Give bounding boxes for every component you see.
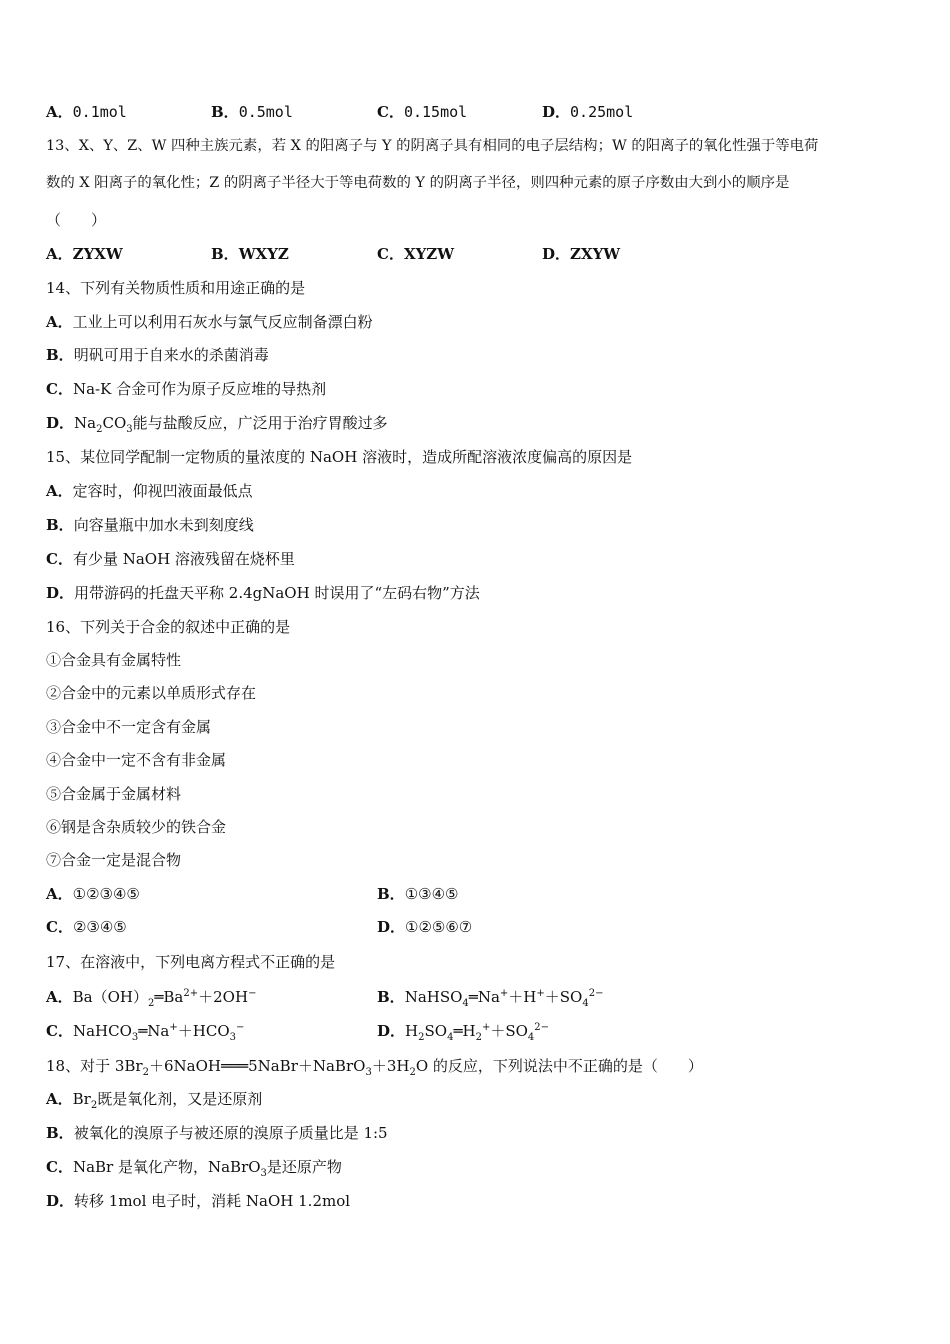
option-label: A．: [46, 482, 73, 500]
q18-option-b: [46, 1122, 388, 1144]
formula: ＋6NaOH: [148, 1057, 221, 1075]
formula: ═Na: [138, 1022, 170, 1040]
q17-stem: 17、在溶液中，下列电离方程式不正确的是: [46, 953, 336, 971]
superscript: +: [169, 1022, 178, 1033]
q13-option-a: [46, 243, 123, 265]
subscript: 2: [148, 998, 155, 1009]
option-label: B．: [211, 103, 239, 121]
subscript: 4: [462, 998, 469, 1009]
option-text: ZXYW: [570, 245, 621, 263]
subscript: 4: [582, 998, 589, 1009]
option-text: 0.15mol: [403, 103, 468, 121]
q15-stem: 15、某位同学配制一定物质的量浓度的 NaOH 溶液时，造成所配溶液浓度偏高的原因是: [46, 448, 633, 466]
q14-option-d: [46, 412, 388, 434]
formula: ＋2OH: [198, 988, 249, 1006]
subscript: 4: [447, 1032, 454, 1043]
formula: ═Na: [468, 988, 500, 1006]
q14-stem: 14、下列有关物质性质和用途正确的是: [46, 279, 306, 297]
equals-sign: ═══: [220, 1057, 249, 1075]
option-text: 用带游码的托盘天平称 2.4gNaOH 时误用了“左码右物”方法: [74, 584, 480, 602]
formula: H: [405, 1022, 419, 1040]
option-text: 向容量瓶中加水未到刻度线: [73, 516, 254, 534]
formula: ═Ba: [154, 988, 184, 1006]
q12-option-c: [377, 101, 467, 123]
superscript: +: [481, 1022, 491, 1033]
subscript: 3: [229, 1032, 236, 1043]
option-label: C．: [46, 1022, 73, 1040]
q13-stem-line-1: 13、X、Y、Z、W 四种主族元素，若 X 的阳离子与 Y 的阴离子具有相同的电子层结构；W 的阳离子的氧化性强于等电荷: [46, 138, 819, 154]
q16-option-b: [377, 883, 458, 905]
q13-option-b: [211, 243, 289, 265]
option-label: B．: [46, 346, 74, 364]
q16-statement-7: ⑦合金一定是混合物: [46, 851, 182, 869]
q16-statement-5: ⑤合金属于金属材料: [46, 785, 182, 803]
q13-option-d: [542, 243, 620, 265]
formula: SO: [424, 1022, 448, 1040]
superscript: 2−: [588, 988, 604, 999]
option-text: ①②⑤⑥⑦: [405, 918, 473, 936]
formula: ＋3H: [371, 1057, 410, 1075]
option-text: WXYZ: [238, 245, 289, 263]
q16-statement-1: ①合金具有金属特性: [46, 651, 182, 669]
option-text: 0.25mol: [570, 103, 634, 121]
formula: ═H: [453, 1022, 476, 1040]
q18-option-a: [46, 1088, 262, 1110]
option-text: NaBr 是氧化产物，NaBrO: [72, 1158, 261, 1176]
option-label: D．: [542, 103, 571, 121]
q12-option-d: [542, 101, 633, 123]
formula: ＋SO: [490, 1022, 528, 1040]
q14-option-a: [46, 311, 373, 333]
q17-option-c: [46, 1020, 244, 1042]
q15-option-c: [46, 548, 295, 570]
formula: ＋H: [508, 988, 537, 1006]
q13-option-c: [377, 243, 454, 265]
formula: Na: [74, 414, 97, 432]
option-text: 定容时，仰视凹液面最低点: [72, 482, 253, 500]
option-text: 有少量 NaOH 溶液残留在烧杯里: [72, 550, 295, 568]
formula: ＋SO: [544, 988, 583, 1006]
q15-option-d: [46, 582, 480, 604]
formula: NaHSO: [404, 988, 463, 1006]
option-label: B．: [377, 988, 405, 1006]
option-label: B．: [377, 885, 405, 903]
option-label: A．: [46, 988, 73, 1006]
superscript: 2+: [183, 988, 199, 999]
q17-option-b: [377, 986, 603, 1008]
q16-statement-2: ②合金中的元素以单质形式存在: [46, 684, 257, 702]
option-label: C．: [46, 1158, 73, 1176]
option-label: D．: [542, 245, 571, 263]
option-label: A．: [46, 885, 73, 903]
superscript: −: [236, 1022, 245, 1033]
option-label: C．: [377, 245, 404, 263]
formula: 5NaBr＋NaBrO: [248, 1057, 366, 1075]
q15-option-a: [46, 480, 253, 502]
q17-option-d: [377, 1020, 549, 1042]
option-text: 0.5mol: [238, 103, 293, 121]
option-text: ②③④⑤: [72, 918, 127, 936]
q16-statement-4: ④合金中一定不含有非金属: [46, 751, 227, 769]
option-label: C．: [46, 380, 73, 398]
q16-option-a: [46, 883, 140, 905]
q18-option-d: [46, 1190, 350, 1212]
option-label: D．: [377, 918, 406, 936]
superscript: −: [248, 988, 257, 999]
q18-option-c: [46, 1156, 342, 1178]
option-text: 是还原产物: [266, 1158, 342, 1176]
q14-option-b: [46, 344, 269, 366]
option-text: 转移 1mol 电子时，消耗 NaOH 1.2mol: [74, 1192, 351, 1210]
subscript: 2: [418, 1032, 425, 1043]
q16-statement-3: ③合金中不一定含有金属: [46, 718, 212, 736]
option-text: 0.1mol: [72, 103, 127, 121]
q16-statement-6: ⑥钢是含杂质较少的铁合金: [46, 818, 227, 836]
q16-stem: 16、下列关于合金的叙述中正确的是: [46, 618, 291, 636]
option-text: XYZW: [403, 245, 455, 263]
subscript: 3: [126, 424, 133, 435]
option-text: Na-K 合金可作为原子反应堆的导热剂: [72, 380, 327, 398]
formula: Br: [72, 1090, 91, 1108]
option-label: A．: [46, 103, 73, 121]
option-label: A．: [46, 1090, 73, 1108]
q16-option-d: [377, 916, 472, 938]
q13-stem-line-2: 数的 X 阳离子的氧化性；Z 的阴离子半径大于等电荷数的 Y 的阴离子半径，则四种元素的原子序数由大到小的顺序是: [46, 175, 790, 191]
superscript: 2−: [534, 1022, 550, 1033]
subscript: 2: [409, 1067, 416, 1078]
subscript: 2: [96, 424, 103, 435]
q14-option-c: [46, 378, 326, 400]
q16-option-c: [46, 916, 127, 938]
option-text: 既是氧化剂，又是还原剂: [97, 1090, 263, 1108]
superscript: +: [536, 988, 545, 999]
option-text: 能与盐酸反应，广泛用于治疗胃酸过多: [132, 414, 388, 432]
option-label: C．: [46, 550, 73, 568]
subscript: 2: [142, 1067, 149, 1078]
stem-text: 18、对于 3Br: [46, 1057, 143, 1075]
q12-option-b: [211, 101, 293, 123]
option-text: 工业上可以利用石灰水与氯气反应制备漂白粉: [72, 313, 373, 331]
option-label: A．: [46, 245, 73, 263]
superscript: +: [499, 988, 509, 999]
subscript: 3: [365, 1067, 372, 1078]
option-label: D．: [46, 1192, 75, 1210]
subscript: 4: [527, 1032, 535, 1043]
option-text: 明矾可用于自来水的杀菌消毒: [73, 346, 269, 364]
option-label: D．: [377, 1022, 406, 1040]
q12-option-a: [46, 101, 127, 123]
q13-stem-line-3: （ ）: [46, 211, 107, 229]
formula: NaHCO: [72, 1022, 132, 1040]
q17-option-a: [46, 986, 256, 1008]
option-label: D．: [46, 584, 75, 602]
subscript: 3: [260, 1168, 267, 1179]
option-text: ①②③④⑤: [72, 885, 140, 903]
q15-option-b: [46, 514, 254, 536]
q18-stem: [46, 1055, 703, 1077]
formula: ＋HCO: [177, 1022, 230, 1040]
option-text: 被氧化的溴原子与被还原的溴原子质量比是 1:5: [73, 1124, 388, 1142]
option-label: C．: [377, 103, 404, 121]
option-label: B．: [46, 516, 74, 534]
option-text: ①③④⑤: [404, 885, 459, 903]
option-label: A．: [46, 313, 73, 331]
formula: CO: [102, 414, 127, 432]
option-label: D．: [46, 414, 75, 432]
subscript: 2: [475, 1032, 482, 1043]
subscript: 2: [90, 1100, 98, 1111]
option-label: B．: [211, 245, 239, 263]
option-label: B．: [46, 1124, 74, 1142]
formula: Ba（OH）: [72, 988, 148, 1006]
option-label: C．: [46, 918, 73, 936]
option-text: ZYXW: [72, 245, 123, 263]
subscript: 3: [131, 1032, 139, 1043]
stem-text: O 的反应，下列说法中不正确的是（ ）: [415, 1057, 703, 1075]
